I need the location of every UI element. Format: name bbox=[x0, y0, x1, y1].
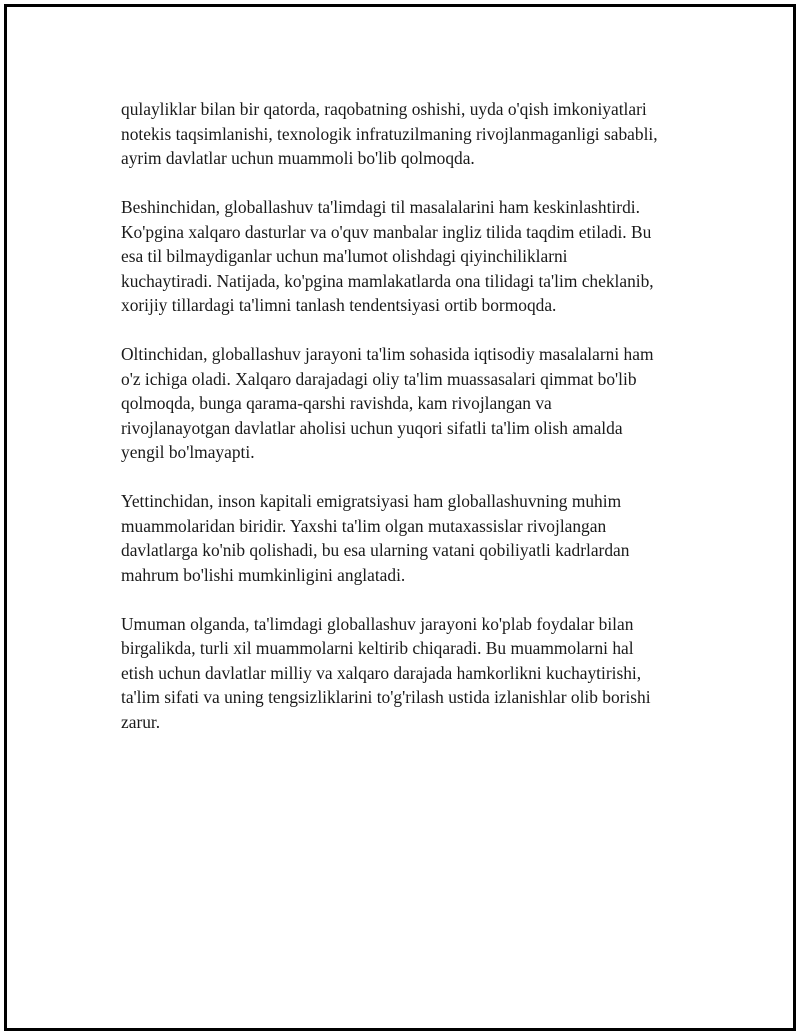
document-body bbox=[121, 97, 701, 759]
paragraph-continuation bbox=[121, 97, 701, 171]
text-line: xorijiy tillardagi ta'limni tanlash tendentsiyasi ortib bormoqda. bbox=[121, 295, 557, 315]
text-line: etish uchun davlatlar milliy va xalqaro darajada hamkorlikni kuchaytirishi, bbox=[121, 662, 642, 683]
text-line: zarur. bbox=[121, 711, 161, 732]
text-line: davlatlarga ko'nib qolishadi, bu esa ularning vatani qobiliyatli kadrlardan bbox=[121, 540, 630, 560]
text-line: qolmoqda, bunga qarama-qarshi ravishda, kam rivojlangan va bbox=[121, 393, 552, 413]
page-frame bbox=[4, 4, 796, 1031]
text-line: Ko'pgina xalqaro dasturlar va o'quv manbalar ingliz tilida taqdim etiladi. Bu bbox=[121, 221, 652, 242]
text-line: ta'lim sifati va uning tengsizliklarini to'g'rilash ustida izlanishlar olib borishi bbox=[121, 687, 651, 707]
text-line: yengil bo'lmayapti. bbox=[121, 442, 255, 462]
text-line: Oltinchidan, globallashuv jarayoni ta'lim sohasida iqtisodiy masalalarni ham bbox=[121, 344, 654, 364]
text-line: o'z ichiga oladi. Xalqaro darajadagi oliy ta'lim muassasalari qimmat bo'lib bbox=[121, 368, 637, 389]
text-line: muammolaridan biridir. Yaxshi ta'lim olgan mutaxassislar rivojlangan bbox=[121, 515, 607, 536]
paragraph-seventh bbox=[121, 489, 701, 587]
text-line: notekis taqsimlanishi, texnologik infratuzilmaning rivojlanmaganligi sababli, bbox=[121, 123, 658, 144]
text-line: esa til bilmaydiganlar uchun ma'lumot olishdagi qiyinchiliklarni bbox=[121, 246, 568, 266]
text-line: Yettinchidan, inson kapitali emigratsiyasi ham globallashuvning muhim bbox=[121, 491, 622, 511]
text-line: ayrim davlatlar uchun muammoli bo'lib qolmoqda. bbox=[121, 148, 475, 168]
text-line: rivojlanayotgan davlatlar aholisi uchun yuqori sifatli ta'lim olish amalda bbox=[121, 417, 623, 438]
paragraph-fifth bbox=[121, 195, 701, 318]
paragraph-sixth bbox=[121, 342, 701, 465]
text-line: kuchaytiradi. Natijada, ko'pgina mamlakatlarda ona tilidagi ta'lim cheklanib, bbox=[121, 270, 654, 291]
text-line: Umuman olganda, ta'limdagi globallashuv jarayoni ko'plab foydalar bilan bbox=[121, 613, 634, 634]
paragraph-conclusion bbox=[121, 612, 701, 735]
text-line: birgalikda, turli xil muammolarni keltirib chiqaradi. Bu muammolarni hal bbox=[121, 638, 634, 658]
text-line: Beshinchidan, globallashuv ta'limdagi til masalalarini ham keskinlashtirdi. bbox=[121, 197, 640, 217]
text-line: mahrum bo'lishi mumkinligini anglatadi. bbox=[121, 564, 406, 585]
text-line: qulayliklar bilan bir qatorda, raqobatning oshishi, uyda o'qish imkoniyatlari bbox=[121, 99, 647, 119]
